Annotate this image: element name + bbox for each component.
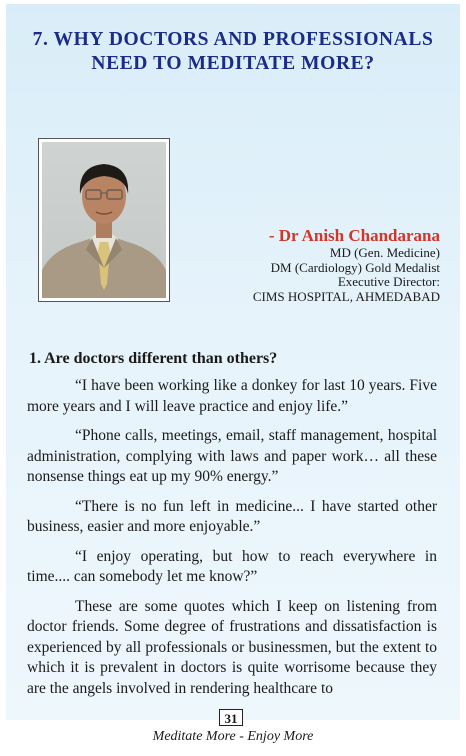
author-hospital: CIMS HOSPITAL, AHMEDABAD [252,288,440,304]
body-paragraph: These are some quotes which I keep on listening from doctor friends. Some degree of frustrations and dissatisfaction is experienced by all professionals or businessmen, but the extent to which it is prevalent in doctors is quite worrisome because they are the angels involved in rendering healthcare to [27,597,437,697]
author-photo [42,142,166,298]
section-body [27,376,437,708]
author-degree: MD (Gen. Medicine) [329,245,440,260]
author-role: Executive Director: [337,274,440,289]
chapter-title-line-2: NEED TO MEDITATE MORE? [91,53,375,74]
chapter-title-line-1: 7. WHY DOCTORS AND PROFESSIONALS [32,29,434,50]
quote-paragraph: “Phone calls, meetings, email, staff management, hospital administration, complying with laws and paper work… all these nonsense things eat up my 90% energy.” [27,427,437,485]
author-name: - Dr Anish Chandarana [268,226,440,245]
quote-paragraph: “I have been working like a donkey for last 10 years. Five more years and I will leave practice and enjoy life.” [27,377,437,415]
author-portrait-image [42,142,166,298]
quote-paragraph: “There is no fun left in medicine... I have started other business, easier and more enjoyable.” [27,497,437,535]
author-block [253,226,440,304]
page-number: 31 [219,709,243,726]
footer-tagline: Meditate More - Enjoy More [152,729,314,744]
quote-paragraph: “I enjoy operating, but how to reach everywhere in time.... can somebody let me know?” [27,547,437,585]
author-specialty: DM (Cardiology) Gold Medalist [270,259,440,275]
author-photo-frame [38,138,170,302]
chapter-title [0,28,466,76]
section-heading: 1. Are doctors different than others? [29,350,278,367]
